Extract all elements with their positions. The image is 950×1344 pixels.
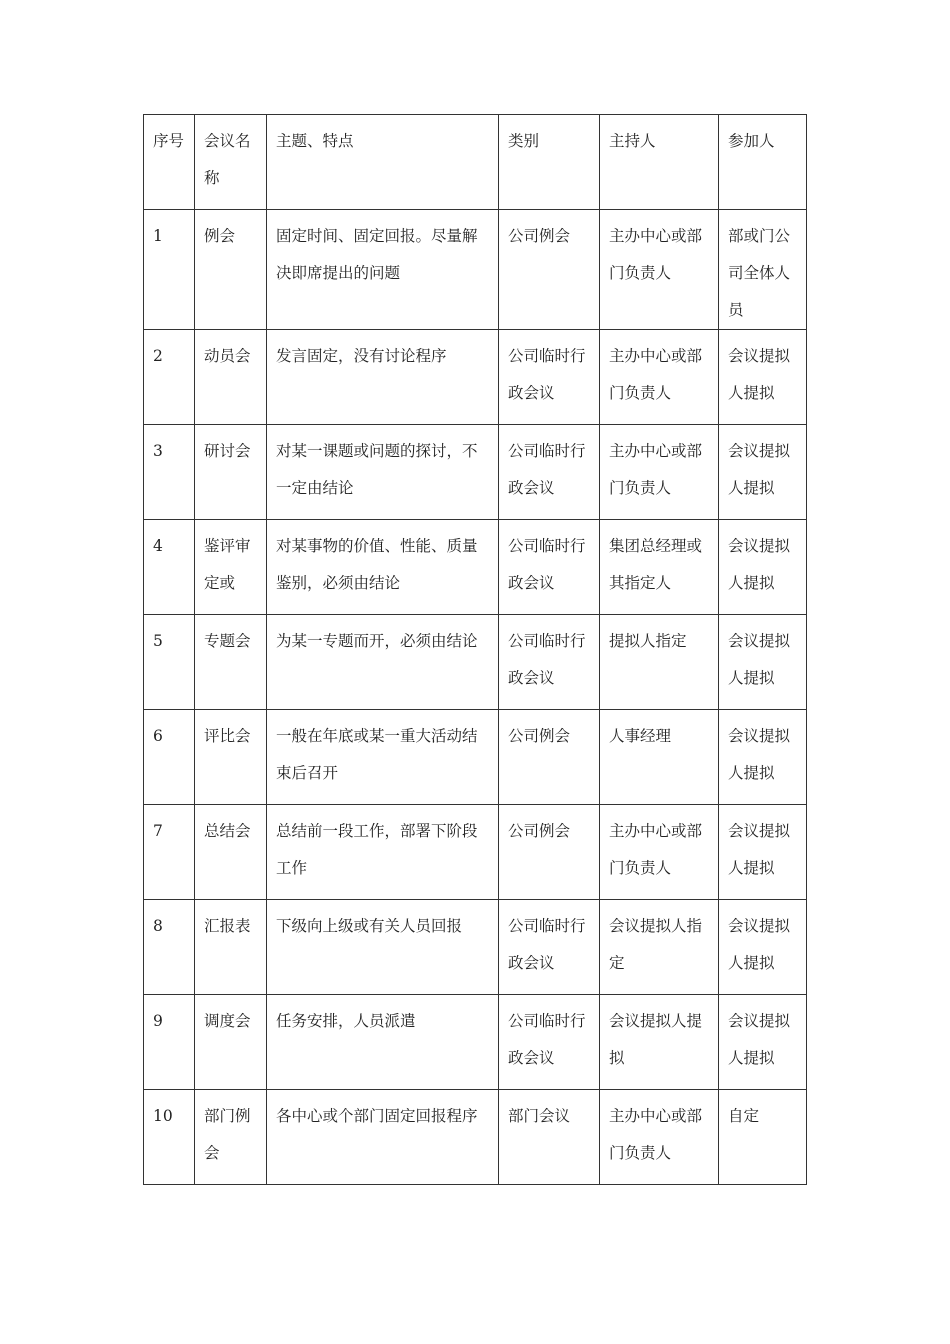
participants-cell: 会议提拟人提拟: [719, 520, 807, 615]
host-cell: 人事经理: [600, 710, 719, 805]
header-cell-host: 主持人: [600, 115, 719, 210]
category-cell: 公司例会: [499, 710, 600, 805]
host-cell: 会议提拟人指定: [600, 900, 719, 995]
meeting-name-cell: 汇报表: [195, 900, 267, 995]
host-cell: 主办中心或部门负责人: [600, 210, 719, 330]
host-cell: 主办中心或部门负责人: [600, 330, 719, 425]
meeting-name-cell: 评比会: [195, 710, 267, 805]
table-row: [144, 805, 807, 900]
category-cell: 部门会议: [499, 1090, 600, 1185]
meeting-name-cell: 专题会: [195, 615, 267, 710]
row-index-cell: 1: [144, 210, 195, 330]
theme-cell: 任务安排，人员派遣: [267, 995, 499, 1090]
table-header-row: [144, 115, 807, 210]
category-cell: 公司临时行政会议: [499, 615, 600, 710]
theme-cell: 一般在年底或某一重大活动结束后召开: [267, 710, 499, 805]
participants-cell: 会议提拟人提拟: [719, 900, 807, 995]
theme-cell: 发言固定，没有讨论程序: [267, 330, 499, 425]
host-cell: 会议提拟人提拟: [600, 995, 719, 1090]
participants-cell: 会议提拟人提拟: [719, 330, 807, 425]
participants-cell: 会议提拟人提拟: [719, 425, 807, 520]
header-cell-theme: 主题、特点: [267, 115, 499, 210]
host-cell: 主办中心或部门负责人: [600, 1090, 719, 1185]
host-cell: 提拟人指定: [600, 615, 719, 710]
table-row: [144, 615, 807, 710]
row-index-cell: 4: [144, 520, 195, 615]
participants-cell: 会议提拟人提拟: [719, 710, 807, 805]
category-cell: 公司临时行政会议: [499, 330, 600, 425]
table-row: [144, 425, 807, 520]
row-index-cell: 10: [144, 1090, 195, 1185]
meeting-name-cell: 总结会: [195, 805, 267, 900]
table-row: [144, 1090, 807, 1185]
header-cell-index: 序号: [144, 115, 195, 210]
theme-cell: 为某一专题而开，必须由结论: [267, 615, 499, 710]
host-cell: 主办中心或部门负责人: [600, 805, 719, 900]
participants-cell: 自定: [719, 1090, 807, 1185]
meeting-name-cell: 调度会: [195, 995, 267, 1090]
table-row: [144, 995, 807, 1090]
table-row: [144, 210, 807, 330]
theme-cell: 下级向上级或有关人员回报: [267, 900, 499, 995]
meeting-name-cell: 部门例会: [195, 1090, 267, 1185]
theme-cell: 对某一课题或问题的探讨，不一定由结论: [267, 425, 499, 520]
table-row: [144, 520, 807, 615]
category-cell: 公司临时行政会议: [499, 520, 600, 615]
row-index-cell: 2: [144, 330, 195, 425]
meeting-name-cell: 研讨会: [195, 425, 267, 520]
category-cell: 公司临时行政会议: [499, 900, 600, 995]
participants-cell: 会议提拟人提拟: [719, 805, 807, 900]
row-index-cell: 9: [144, 995, 195, 1090]
meeting-name-cell: 例会: [195, 210, 267, 330]
category-cell: 公司临时行政会议: [499, 995, 600, 1090]
participants-cell: 会议提拟人提拟: [719, 615, 807, 710]
meeting-name-cell: 鉴评审定或: [195, 520, 267, 615]
header-cell-meeting-name: 会议名称: [195, 115, 267, 210]
category-cell: 公司例会: [499, 805, 600, 900]
participants-cell: 部或门公司全体人员: [719, 210, 807, 330]
category-cell: 公司例会: [499, 210, 600, 330]
row-index-cell: 6: [144, 710, 195, 805]
host-cell: 主办中心或部门负责人: [600, 425, 719, 520]
table-row: [144, 900, 807, 995]
meeting-name-cell: 动员会: [195, 330, 267, 425]
table-row: [144, 710, 807, 805]
row-index-cell: 3: [144, 425, 195, 520]
theme-cell: 总结前一段工作，部署下阶段工作: [267, 805, 499, 900]
row-index-cell: 8: [144, 900, 195, 995]
header-cell-category: 类别: [499, 115, 600, 210]
header-cell-participants: 参加人: [719, 115, 807, 210]
theme-cell: 对某事物的价值、性能、质量鉴别，必须由结论: [267, 520, 499, 615]
meeting-table: [143, 114, 807, 1185]
table-row: [144, 330, 807, 425]
category-cell: 公司临时行政会议: [499, 425, 600, 520]
row-index-cell: 7: [144, 805, 195, 900]
host-cell: 集团总经理或其指定人: [600, 520, 719, 615]
theme-cell: 各中心或个部门固定回报程序: [267, 1090, 499, 1185]
participants-cell: 会议提拟人提拟: [719, 995, 807, 1090]
theme-cell: 固定时间、固定回报。尽量解决即席提出的问题: [267, 210, 499, 330]
row-index-cell: 5: [144, 615, 195, 710]
